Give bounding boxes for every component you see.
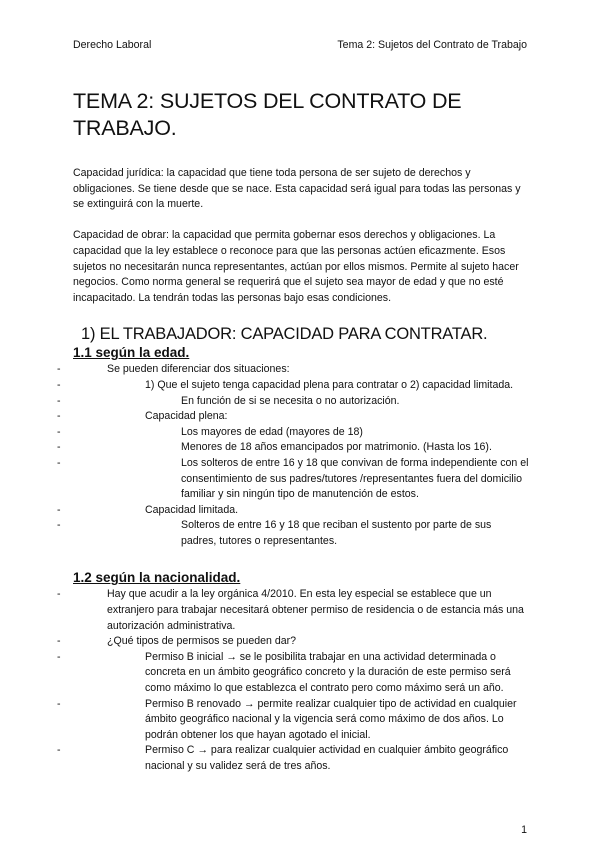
list-item: - Se pueden diferenciar dos situaciones: bbox=[73, 362, 529, 378]
section-heading: 1) EL TRABAJADOR: CAPACIDAD PARA CONTRATAR. bbox=[81, 325, 488, 344]
paragraph-capacidad-juridica: Capacidad jurídica: la capacidad que tiene toda persona de ser sujeto de derechos y obligaciones. Se tiene desde que se nace. Esta capacidad será igual para todas las personas y se extinguirá con la muerte. bbox=[73, 167, 521, 211]
page-number: 1 bbox=[521, 824, 527, 836]
header-left: Derecho Laboral bbox=[73, 39, 152, 51]
document-title: TEMA 2: SUJETOS DEL CONTRATO DE TRABAJO. bbox=[73, 89, 462, 140]
list-item: - Permiso C → para realizar cualquier actividad en cualquier ámbito geográfico nacional y su validez será de tres años. bbox=[73, 743, 529, 774]
list-nacionalidad bbox=[73, 587, 529, 774]
list-item: - Solteros de entre 16 y 18 que reciban el sustento por parte de sus padres, tutores o representantes. bbox=[73, 518, 529, 549]
subsection-heading-edad: 1.1 según la edad. bbox=[73, 345, 190, 361]
header-right: Tema 2: Sujetos del Contrato de Trabajo bbox=[337, 39, 527, 51]
list-edad bbox=[73, 362, 529, 549]
list-item: - 1) Que el sujeto tenga capacidad plena para contratar o 2) capacidad limitada. bbox=[73, 378, 529, 394]
paragraph-capacidad-obrar: Capacidad de obrar: la capacidad que permita gobernar esos derechos y obligaciones. La capacidad que la ley establece o reconoce para que las personas actúen eficazmente. Esos sujetos no necesitarán nunca representantes, actúan por ellos mismos. Permite al sujeto hacer negocios. Como norma general se requerirá que el sujeto sea mayor de edad y que no esté incapacitado. La tendrán todas las personas bajo esas condiciones. bbox=[73, 229, 519, 304]
list-item: - En función de si se necesita o no autorización. bbox=[73, 394, 529, 410]
list-item: - Capacidad limitada. bbox=[73, 503, 529, 519]
list-item: - Hay que acudir a la ley orgánica 4/2010. En esta ley especial se establece que un extranjero para trabajar necesitará obtener permiso de residencia o de estancia más una autorización administrativa. bbox=[73, 587, 529, 634]
list-item: - Permiso B inicial → se le posibilita trabajar en una actividad determinada o concreta en un ámbito geográfico concreto y la duración de este permiso será como máximo lo que establezca el contrato pero como máximo será un año. bbox=[73, 650, 529, 697]
list-item: - Capacidad plena: bbox=[73, 409, 529, 425]
list-item: - Permiso B renovado → permite realizar cualquier tipo de actividad en cualquier ámbito geográfico nacional y la vigencia será como máximo de dos años. Lo podrán obtener los que hayan agotado el inicial. bbox=[73, 697, 529, 744]
list-item: - Los solteros de entre 16 y 18 que convivan de forma independiente con el consentimiento de sus padres/tutores /representantes fuera del domicilio familiar y sin ningún tipo de manutención de estos. bbox=[73, 456, 529, 503]
subsection-heading-nacionalidad: 1.2 según la nacionalidad. bbox=[73, 570, 241, 586]
list-item: - ¿Qué tipos de permisos se pueden dar? bbox=[73, 634, 529, 650]
list-item: - Menores de 18 años emancipados por matrimonio. (Hasta los 16). bbox=[73, 440, 529, 456]
list-item: - Los mayores de edad (mayores de 18) bbox=[73, 425, 529, 441]
